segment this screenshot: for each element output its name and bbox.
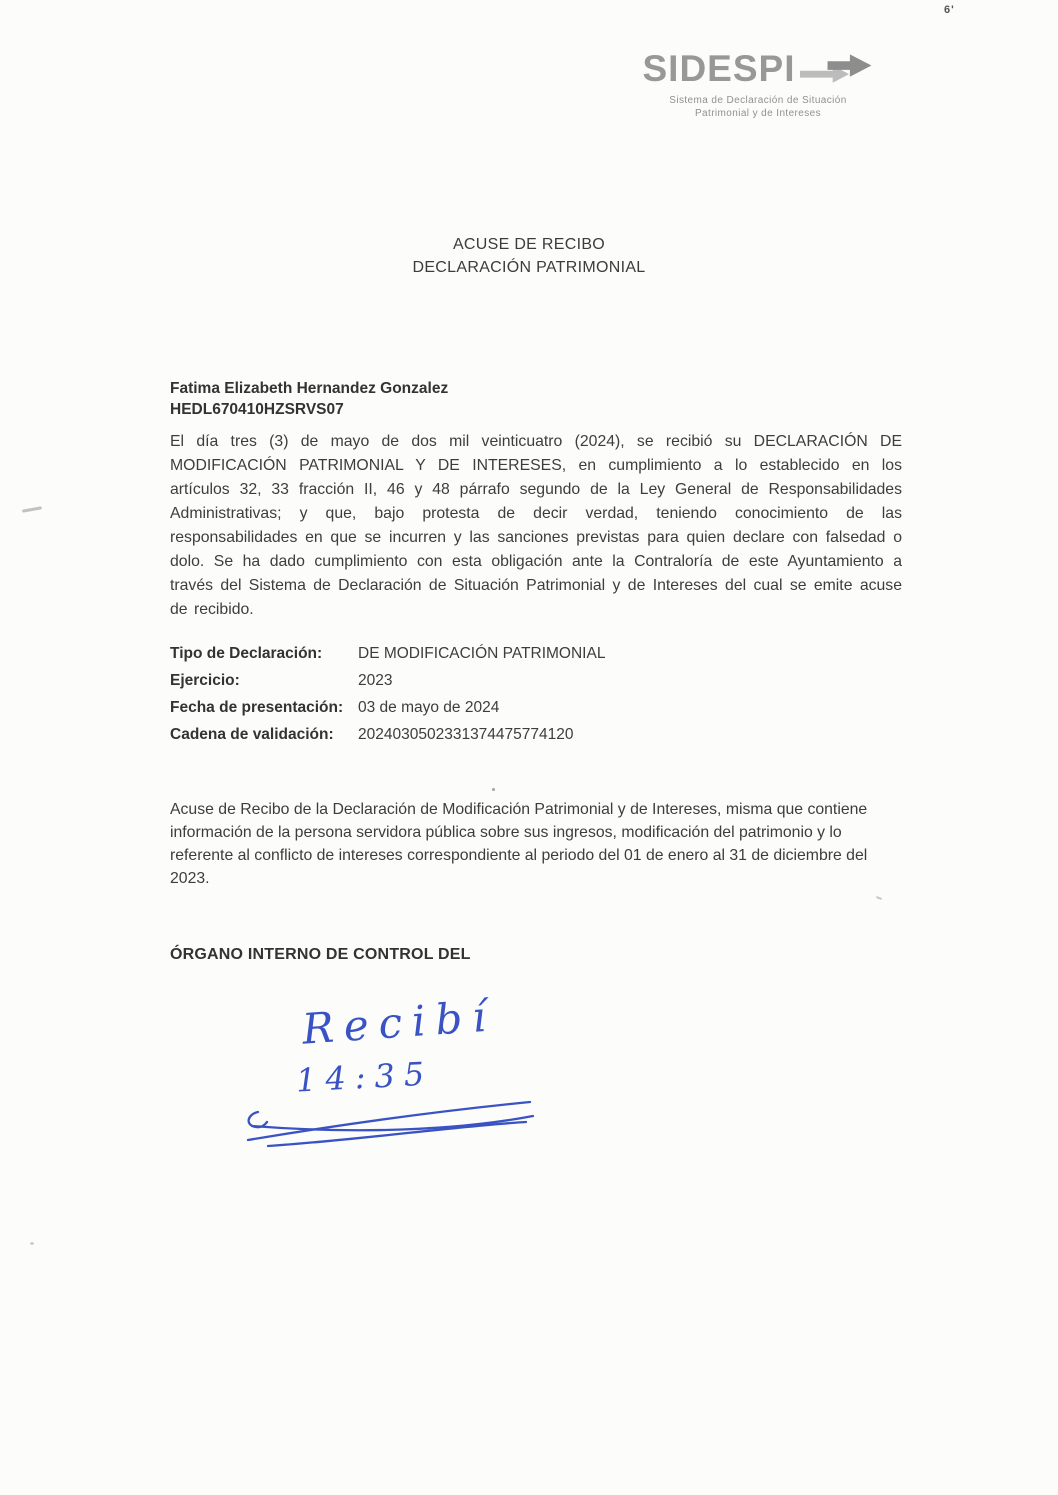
field-value-tipo: DE MODIFICACIÓN PATRIMONIAL [358, 645, 606, 662]
field-label-ejercicio: Ejercicio: [170, 672, 240, 689]
field-label-cadena: Cadena de validación: [170, 726, 334, 743]
issuer-heading: ÓRGANO INTERNO DE CONTROL DEL [170, 946, 471, 963]
logo-tagline-line2: Patrimonial y de Intereses [694, 108, 821, 119]
signature [238, 1086, 538, 1166]
logo-tagline-line1: Sistema de Declaración de Situación [669, 95, 847, 106]
title-line1: ACUSE DE RECIBO [452, 236, 606, 253]
recipient-id: HEDL670410HZSRVS07 [170, 401, 344, 418]
field-row-fecha [170, 698, 810, 717]
scan-artifact-dash [22, 506, 42, 512]
recipient-block [170, 378, 448, 420]
declaration-fields [170, 644, 810, 752]
field-value-fecha: 03 de mayo de 2024 [358, 699, 500, 716]
logo-row [638, 48, 878, 90]
sidespi-logo [638, 48, 878, 120]
logo-text: SIDESPI [642, 48, 796, 89]
recipient-name: Fatima Elizabeth Hernandez Gonzalez [170, 380, 449, 397]
summary-paragraph: Acuse de Recibo de la Declaración de Modificación Patrimonial y de Intereses, misma que contiene información de la persona servidora pública sobre sus ingresos, modificación del patrimonio y lo referente al conflicto de intereses correspondiente al periodo del 01 de enero al 31 de diciembre del 2023. [170, 801, 868, 887]
field-value-ejercicio: 2023 [358, 672, 393, 689]
handwritten-recibi: Recibí [300, 991, 498, 1054]
field-row-cadena [170, 725, 810, 744]
logo-arrow-icon [800, 48, 874, 90]
logo-tagline [638, 94, 878, 120]
title-line2: DECLARACIÓN PATRIMONIAL [412, 259, 646, 276]
field-row-tipo [170, 644, 810, 663]
field-row-ejercicio [170, 671, 810, 690]
scan-artifact-dot [492, 788, 495, 791]
body-paragraph: El día tres (3) de mayo de dos mil veinticuatro (2024), se recibió su DECLARACIÓN DE MODIFICACIÓN PATRIMONIAL Y DE INTERESES, en cumplimiento a lo establecido en los artículos 32, 33 fracción II, 46 y 48 párrafo segundo de la Ley General de Responsabilidades Administrativas; y que, bajo protesta de decir verdad, teniendo conocimiento de las responsabilidades en que se incurren y las sanciones previstas para quien declare con falsedad o dolo. Se ha dado cumplimiento con esta obligación ante la Contraloría de este Ayuntamiento a través del Sistema de Declaración de Situación Patrimonial y de Intereses del cual se emite acuse de recibido. [170, 433, 902, 618]
field-value-cadena: 2024030502331374475774120 [358, 726, 574, 743]
scan-artifact: 6' [944, 4, 955, 16]
document-title [0, 233, 1058, 279]
scan-artifact-tick [876, 896, 882, 900]
handwritten-time: 14:35 [295, 1054, 435, 1100]
field-label-fecha: Fecha de presentación: [170, 699, 344, 716]
field-label-tipo: Tipo de Declaración: [170, 645, 323, 662]
scan-artifact-dot-bl [30, 1242, 34, 1245]
